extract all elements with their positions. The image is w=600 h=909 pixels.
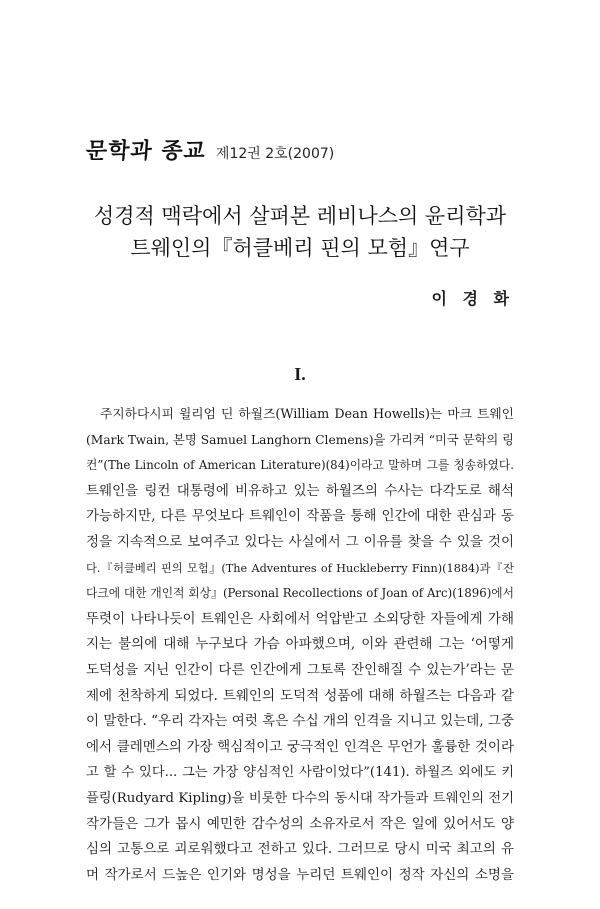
body-line: 플링(Rudyard Kipling)을 비롯한 다수의 동시대 작가들과 트웨인의 전기 (86, 790, 514, 806)
author-name: 이 경 화 (431, 289, 514, 308)
body-text (86, 402, 514, 888)
article-title-line-2: 트웨인의『허클베리 핀의 모험』연구 (130, 236, 470, 260)
body-line: 도덕성을 지닌 인간이 다른 인간에게 그토록 잔인해질 수 있는가’라는 문 (86, 661, 514, 678)
body-line: 컨”(The Lincoln of American Literature)(84)이라고 말하며 그를 칭송하였다. (86, 458, 514, 473)
section-heading: I. (294, 364, 306, 384)
journal-header (86, 134, 334, 165)
body-line: 제에 천착하게 되었다. 트웨인의 도덕적 성품에 대해 하월즈는 다음과 같 (86, 687, 514, 704)
body-line: 다.『허클베리 핀의 모험』(The Adventures of Huckleberry Finn)(1884)과『잔 (86, 561, 514, 575)
body-line: 고 할 수 있다... 그는 가장 양심적인 사람이었다”(141). 하월즈 외에도 키 (86, 765, 514, 781)
body-line: (Mark Twain, 본명 Samuel Langhorn Clemens)을 가리켜 “미국 문학의 링 (86, 432, 514, 447)
body-line: 주지하다시피 윌리엄 딘 하월즈(William Dean Howells)는 마크 트웨인 (100, 407, 514, 422)
body-line: 정을 지속적으로 보여주고 있다는 사실에서 그 이유를 찾을 수 있을 것이 (86, 533, 514, 550)
body-line: 가능하지만, 다른 무엇보다 트웨인이 작품을 통해 인간에 대한 관심과 동 (86, 508, 514, 525)
body-line: 에서 클레멘스의 가장 핵심적이고 궁극적인 인격은 무언가 훌륭한 것이라 (86, 738, 514, 755)
article-title-line-1: 성경적 맥락에서 살펴본 레비나스의 윤리학과 (93, 204, 507, 228)
body-line: 작가들은 그가 몹시 예민한 감수성의 소유자로서 작은 일에 있어서도 양 (86, 815, 514, 832)
issue-info: 제12권 2호(2007) (215, 146, 335, 162)
body-line: 이 말한다. “우리 각자는 여럿 혹은 수십 개의 인격을 지니고 있는데, 그중 (86, 713, 514, 730)
body-line: 지는 불의에 대해 누구보다 가슴 아파했으며, 이와 관련해 그는 ‘어떻게 (86, 636, 514, 653)
body-line: 심의 고통으로 괴로워했다고 전하고 있다. 그러므로 당시 미국 최고의 유 (86, 841, 514, 858)
body-line: 트웨인을 링컨 대통령에 비유하고 있는 하월즈의 수사는 다각도로 해석 (86, 482, 514, 499)
body-line: 다크에 대한 개인적 회상』(Personal Recollections of Joan of Arc)(1896)에서 (86, 586, 514, 601)
journal-logo: 문학과 종교 (84, 139, 207, 164)
body-line: 뚜렷이 나타나듯이 트웨인은 사회에서 억압받고 소외당한 자들에게 가해 (86, 610, 514, 627)
body-line: 머 작가로서 드높은 인기와 명성을 누리던 트웨인이 정작 자신의 소명을 (86, 866, 514, 883)
